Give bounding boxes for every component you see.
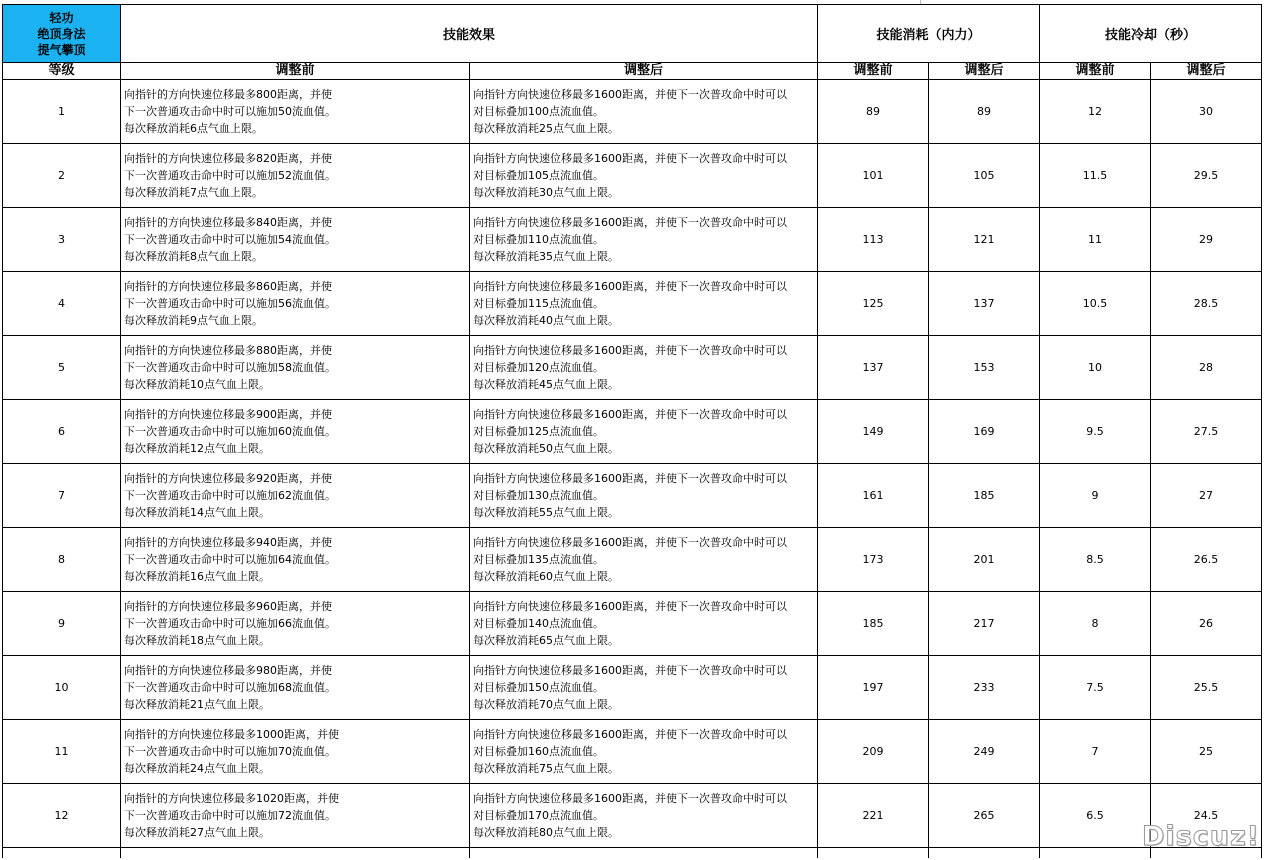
effect-before-cell-line: 向指针的方向快速位移最多940距离，并使 (124, 536, 332, 549)
effect-after-cell (470, 784, 818, 848)
effect-before-cell-line: 下一次普通攻击命中时可以施加54流血值。 (124, 233, 336, 246)
cd-before-cell: 10 (1040, 336, 1151, 400)
effect-before-cell-line: 下一次普通攻击命中时可以施加56流血值。 (124, 297, 336, 310)
effect-before-cell-line: 每次释放消耗24点气血上限。 (124, 762, 270, 775)
effect-after-cell-line: 向指针方向快速位移最多1600距离，并使下一次普攻命中时可以 (473, 216, 787, 229)
level-cell: 5 (3, 336, 121, 400)
cd-before-cell: 11.5 (1040, 144, 1151, 208)
cd-after-cell: 29.5 (1151, 144, 1262, 208)
effect-before-cell-line: 下一次普通攻击命中时可以施加70流血值。 (124, 745, 336, 758)
table-row (3, 784, 1262, 848)
cd-before-cell: 9 (1040, 464, 1151, 528)
table-row (3, 80, 1262, 144)
level-cell: 1 (3, 80, 121, 144)
level-cell: 6 (3, 400, 121, 464)
effect-after-cell (470, 592, 818, 656)
effect-before-cell (121, 80, 470, 144)
cd-after-cell: 26.5 (1151, 528, 1262, 592)
effect-after-cell (470, 720, 818, 784)
effect-before-cell (121, 272, 470, 336)
effect-after-cell-line: 对目标叠加160点流血值。 (473, 745, 604, 758)
effect-after-cell-line: 向指针方向快速位移最多1600距离，并使下一次普攻命中时可以 (473, 536, 787, 549)
effect-before-cell-line: 每次释放消耗18点气血上限。 (124, 634, 270, 647)
effect-before-header: 调整前 (121, 63, 470, 80)
partial-cell (818, 848, 929, 859)
effect-after-cell (470, 272, 818, 336)
cd-before-cell: 6.5 (1040, 784, 1151, 848)
effect-after-cell-line: 对目标叠加150点流血值。 (473, 681, 604, 694)
cost-after-header: 调整后 (929, 63, 1040, 80)
effect-after-cell-line: 每次释放消耗45点气血上限。 (473, 378, 619, 391)
effect-after-cell (470, 464, 818, 528)
cost-before-cell: 113 (818, 208, 929, 272)
cost-after-cell: 233 (929, 656, 1040, 720)
effect-before-cell-line: 下一次普通攻击命中时可以施加62流血值。 (124, 489, 336, 502)
cd-before-cell: 10.5 (1040, 272, 1151, 336)
cost-before-cell: 149 (818, 400, 929, 464)
cost-before-cell: 101 (818, 144, 929, 208)
table-row (3, 464, 1262, 528)
effect-before-cell-line: 每次释放消耗6点气血上限。 (124, 122, 263, 135)
cost-before-cell: 221 (818, 784, 929, 848)
effect-after-cell (470, 528, 818, 592)
effect-before-cell-line: 向指针的方向快速位移最多800距离，并使 (124, 88, 332, 101)
effect-before-cell-line: 每次释放消耗7点气血上限。 (124, 186, 263, 199)
level-cell: 11 (3, 720, 121, 784)
level-header: 等级 (3, 63, 121, 80)
cost-group-header: 技能消耗（内力） (818, 5, 1040, 63)
corner-line-1: 轻功 (49, 10, 74, 25)
effect-after-header: 调整后 (470, 63, 818, 80)
effect-after-cell-line: 向指针方向快速位移最多1600距离，并使下一次普攻命中时可以 (473, 472, 787, 485)
effect-before-cell-line: 下一次普通攻击命中时可以施加52流血值。 (124, 169, 336, 182)
effect-before-cell (121, 528, 470, 592)
cost-after-cell: 121 (929, 208, 1040, 272)
effect-after-cell-line: 每次释放消耗65点气血上限。 (473, 634, 619, 647)
table-row (3, 208, 1262, 272)
cd-after-cell: 25 (1151, 720, 1262, 784)
effect-before-cell-line: 每次释放消耗21点气血上限。 (124, 698, 270, 711)
table-row (3, 656, 1262, 720)
skill-table (2, 4, 1262, 858)
discuz-watermark: Discuz! (1142, 821, 1260, 852)
level-cell: 2 (3, 144, 121, 208)
partial-cell (121, 848, 470, 859)
level-cell: 9 (3, 592, 121, 656)
effect-after-cell-line: 每次释放消耗60点气血上限。 (473, 570, 619, 583)
effect-before-cell-line: 下一次普通攻击命中时可以施加64流血值。 (124, 553, 336, 566)
cd-after-cell: 29 (1151, 208, 1262, 272)
sub-header-row (3, 63, 1262, 80)
skill-name-cell (3, 5, 121, 63)
effect-before-cell (121, 464, 470, 528)
cost-after-cell: 137 (929, 272, 1040, 336)
cost-after-cell: 201 (929, 528, 1040, 592)
cost-before-cell: 161 (818, 464, 929, 528)
effect-after-cell-line: 对目标叠加135点流血值。 (473, 553, 604, 566)
effect-after-cell-line: 对目标叠加170点流血值。 (473, 809, 604, 822)
effect-after-cell-line: 对目标叠加100点流血值。 (473, 105, 604, 118)
level-cell: 4 (3, 272, 121, 336)
effect-after-cell-line: 每次释放消耗35点气血上限。 (473, 250, 619, 263)
effect-after-cell-line: 向指针方向快速位移最多1600距离，并使下一次普攻命中时可以 (473, 600, 787, 613)
effect-after-cell-line: 向指针方向快速位移最多1600距离，并使下一次普攻命中时可以 (473, 664, 787, 677)
cd-after-cell: 25.5 (1151, 656, 1262, 720)
effect-before-cell-line: 下一次普通攻击命中时可以施加50流血值。 (124, 105, 336, 118)
cost-before-cell: 89 (818, 80, 929, 144)
level-cell: 7 (3, 464, 121, 528)
effect-after-cell-line: 每次释放消耗30点气血上限。 (473, 186, 619, 199)
effect-before-cell (121, 784, 470, 848)
cost-after-cell: 89 (929, 80, 1040, 144)
effect-after-cell-line: 向指针方向快速位移最多1600距离，并使下一次普攻命中时可以 (473, 280, 787, 293)
effect-after-cell-line: 向指针方向快速位移最多1600距离，并使下一次普攻命中时可以 (473, 728, 787, 741)
table-row (3, 272, 1262, 336)
effect-after-cell-line: 每次释放消耗75点气血上限。 (473, 762, 619, 775)
cost-after-cell: 217 (929, 592, 1040, 656)
effect-after-cell-line: 对目标叠加140点流血值。 (473, 617, 604, 630)
effect-after-cell-line: 向指针方向快速位移最多1600距离，并使下一次普攻命中时可以 (473, 152, 787, 165)
cd-before-cell: 8 (1040, 592, 1151, 656)
cd-before-cell: 12 (1040, 80, 1151, 144)
cd-before-cell: 8.5 (1040, 528, 1151, 592)
effect-after-cell (470, 400, 818, 464)
effect-after-cell-line: 向指针方向快速位移最多1600距离，并使下一次普攻命中时可以 (473, 88, 787, 101)
cost-after-cell: 169 (929, 400, 1040, 464)
table-row (3, 528, 1262, 592)
cost-before-cell: 173 (818, 528, 929, 592)
cost-before-cell: 209 (818, 720, 929, 784)
effect-after-cell-line: 对目标叠加130点流血值。 (473, 489, 604, 502)
partial-cell (929, 848, 1040, 859)
cost-after-cell: 153 (929, 336, 1040, 400)
table-row-partial (3, 848, 1262, 859)
effect-before-cell-line: 向指针的方向快速位移最多960距离，并使 (124, 600, 332, 613)
effect-after-cell-line: 对目标叠加120点流血值。 (473, 361, 604, 374)
effect-after-cell-line: 对目标叠加105点流血值。 (473, 169, 604, 182)
effect-before-cell-line: 下一次普通攻击命中时可以施加58流血值。 (124, 361, 336, 374)
effect-before-cell (121, 336, 470, 400)
partial-cell (3, 848, 121, 859)
cd-before-cell: 7.5 (1040, 656, 1151, 720)
level-cell: 3 (3, 208, 121, 272)
effect-before-cell-line: 每次释放消耗27点气血上限。 (124, 826, 270, 839)
effect-before-cell-line: 向指针的方向快速位移最多1020距离，并使 (124, 792, 339, 805)
effect-after-cell (470, 656, 818, 720)
effect-before-cell (121, 720, 470, 784)
effect-before-cell-line: 下一次普通攻击命中时可以施加68流血值。 (124, 681, 336, 694)
cd-before-cell: 9.5 (1040, 400, 1151, 464)
table-row (3, 400, 1262, 464)
cd-after-cell: 30 (1151, 80, 1262, 144)
cd-before-header: 调整前 (1040, 63, 1151, 80)
effect-after-cell (470, 336, 818, 400)
cost-after-cell: 249 (929, 720, 1040, 784)
partial-cell (470, 848, 818, 859)
effect-after-cell-line: 向指针方向快速位移最多1600距离，并使下一次普攻命中时可以 (473, 408, 787, 421)
cost-before-header: 调整前 (818, 63, 929, 80)
cd-after-cell: 28.5 (1151, 272, 1262, 336)
effect-after-cell-line: 每次释放消耗40点气血上限。 (473, 314, 619, 327)
effect-before-cell-line: 向指针的方向快速位移最多860距离，并使 (124, 280, 332, 293)
effect-after-cell-line: 向指针方向快速位移最多1600距离，并使下一次普攻命中时可以 (473, 792, 787, 805)
effect-before-cell-line: 每次释放消耗14点气血上限。 (124, 506, 270, 519)
corner-line-3: 提气攀顶 (37, 42, 86, 57)
cost-before-cell: 185 (818, 592, 929, 656)
level-cell: 10 (3, 656, 121, 720)
table-row (3, 336, 1262, 400)
effect-before-cell-line: 每次释放消耗8点气血上限。 (124, 250, 263, 263)
effect-after-cell-line: 对目标叠加110点流血值。 (473, 233, 604, 246)
effect-after-cell (470, 208, 818, 272)
cost-after-cell: 105 (929, 144, 1040, 208)
table-row (3, 144, 1262, 208)
cd-after-cell: 28 (1151, 336, 1262, 400)
cost-after-cell: 185 (929, 464, 1040, 528)
cooldown-group-header: 技能冷却（秒） (1040, 5, 1262, 63)
effect-before-cell-line: 向指针的方向快速位移最多820距离，并使 (124, 152, 332, 165)
level-cell: 8 (3, 528, 121, 592)
effect-after-cell-line: 每次释放消耗70点气血上限。 (473, 698, 619, 711)
effect-before-cell (121, 592, 470, 656)
effect-before-cell (121, 208, 470, 272)
effect-after-cell-line: 每次释放消耗55点气血上限。 (473, 506, 619, 519)
table-row (3, 592, 1262, 656)
corner-line-2: 绝顶身法 (37, 26, 86, 41)
effect-after-cell-line: 对目标叠加115点流血值。 (473, 297, 604, 310)
effect-before-cell-line: 每次释放消耗16点气血上限。 (124, 570, 270, 583)
level-cell: 12 (3, 784, 121, 848)
skill-adjustment-sheet (2, 4, 1261, 858)
effect-after-cell (470, 80, 818, 144)
cd-before-cell: 11 (1040, 208, 1151, 272)
cd-after-cell: 27.5 (1151, 400, 1262, 464)
cd-after-cell: 27 (1151, 464, 1262, 528)
effect-before-cell-line: 向指针的方向快速位移最多1000距离，并使 (124, 728, 339, 741)
effect-before-cell-line: 向指针的方向快速位移最多840距离，并使 (124, 216, 332, 229)
cd-after-cell: 26 (1151, 592, 1262, 656)
effect-after-cell-line: 每次释放消耗25点气血上限。 (473, 122, 619, 135)
cd-before-cell: 7 (1040, 720, 1151, 784)
cost-after-cell: 265 (929, 784, 1040, 848)
effect-before-cell-line: 向指针的方向快速位移最多900距离，并使 (124, 408, 332, 421)
cd-after-header: 调整后 (1151, 63, 1262, 80)
cost-before-cell: 125 (818, 272, 929, 336)
effect-before-cell-line: 每次释放消耗12点气血上限。 (124, 442, 270, 455)
cd-after-cell: 24.5 (1151, 784, 1262, 848)
effect-before-cell-line: 向指针的方向快速位移最多880距离，并使 (124, 344, 332, 357)
effect-before-cell-line: 每次释放消耗9点气血上限。 (124, 314, 263, 327)
cost-before-cell: 197 (818, 656, 929, 720)
effect-after-cell-line: 向指针方向快速位移最多1600距离，并使下一次普攻命中时可以 (473, 344, 787, 357)
effect-before-cell-line: 向指针的方向快速位移最多980距离，并使 (124, 664, 332, 677)
effect-after-cell-line: 每次释放消耗80点气血上限。 (473, 826, 619, 839)
cost-before-cell: 137 (818, 336, 929, 400)
effect-after-cell (470, 144, 818, 208)
effect-group-header: 技能效果 (121, 5, 818, 63)
effect-after-cell-line: 对目标叠加125点流血值。 (473, 425, 604, 438)
group-header-row (3, 5, 1262, 63)
effect-before-cell (121, 144, 470, 208)
effect-before-cell (121, 400, 470, 464)
effect-before-cell (121, 656, 470, 720)
table-row (3, 720, 1262, 784)
effect-before-cell-line: 下一次普通攻击命中时可以施加72流血值。 (124, 809, 336, 822)
effect-after-cell-line: 每次释放消耗50点气血上限。 (473, 442, 619, 455)
partial-cell (1040, 848, 1151, 859)
effect-before-cell-line: 下一次普通攻击命中时可以施加60流血值。 (124, 425, 336, 438)
effect-before-cell-line: 每次释放消耗10点气血上限。 (124, 378, 270, 391)
effect-before-cell-line: 下一次普通攻击命中时可以施加66流血值。 (124, 617, 336, 630)
effect-before-cell-line: 向指针的方向快速位移最多920距离，并使 (124, 472, 332, 485)
